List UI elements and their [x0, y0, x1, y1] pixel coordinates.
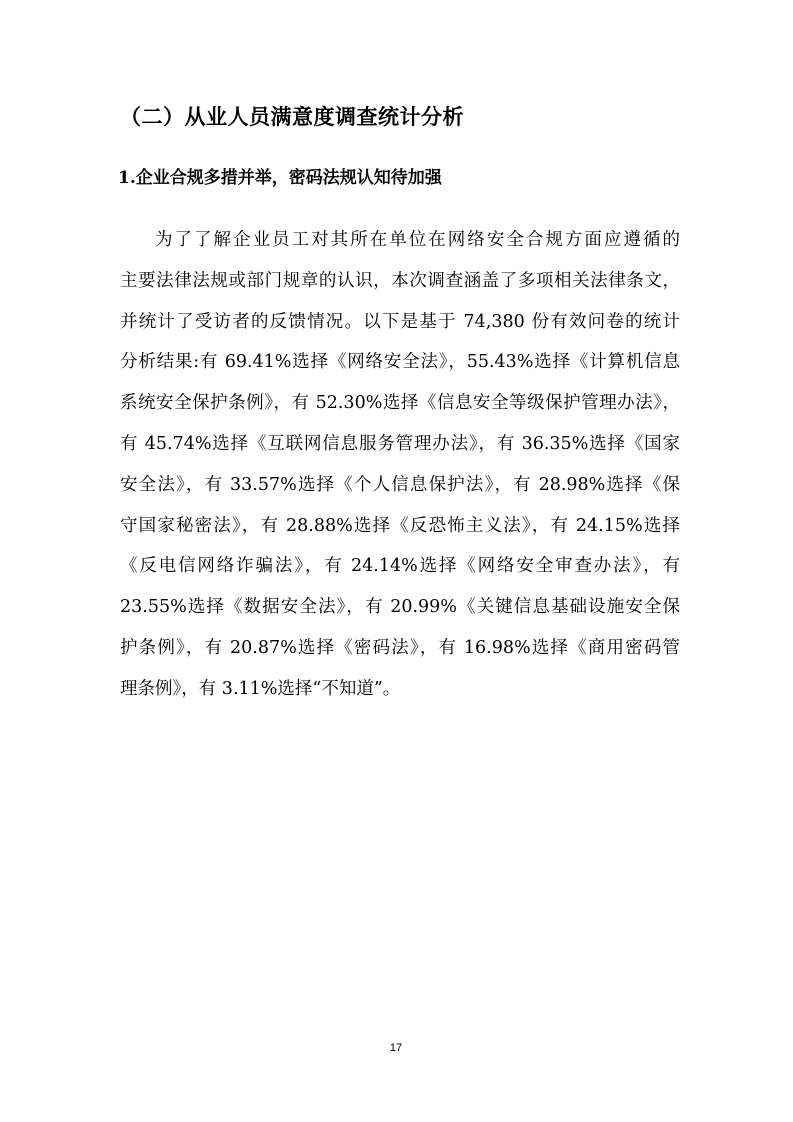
paragraph-line: 安全法》，有 33.57%选择《个人信息保护法》，有 28.98%选择《保	[120, 474, 680, 495]
paragraph-line: 并统计了受访者的反馈情况。以下是基于 74,380 份有效问卷的统计	[120, 311, 680, 332]
paragraph-line: 系统安全保护条例》，有 52.30%选择《信息安全等级保护管理办法》，	[120, 393, 680, 414]
paragraph-line: 为了了解企业员工对其所在单位在网络安全合规方面应遵循的	[155, 230, 680, 250]
paragraph-line: 23.55%选择《数据安全法》，有 20.99%《关键信息基础设施安全保	[120, 597, 680, 618]
paragraph-line: 守国家秘密法》，有 28.88%选择《反恐怖主义法》，有 24.15%选择	[120, 515, 680, 536]
sub-heading: 1.企业合规多措并举，密码法规认知待加强	[118, 168, 442, 188]
paragraph-line: 理条例》，有 3.11%选择“不知道”。	[120, 678, 401, 699]
paragraph-line: 护条例》，有 20.87%选择《密码法》，有 16.98%选择《商用密码管	[120, 637, 680, 658]
paragraph-line: 有 45.74%选择《互联网信息服务管理办法》，有 36.35%选择《国家	[120, 433, 680, 454]
paragraph-line: 主要法律法规或部门规章的认识，本次调查涵盖了多项相关法律条文，	[120, 270, 680, 291]
survey-results-paragraph	[120, 220, 680, 710]
paragraph-line: 分析结果:有 69.41%选择《网络安全法》，55.43%选择《计算机信息	[120, 352, 680, 373]
page-number: 17	[389, 1042, 403, 1054]
section-heading: （二）从业人员满意度调查统计分析	[120, 105, 464, 129]
paragraph-line: 《反电信网络诈骗法》，有 24.14%选择《网络安全审查办法》，有	[120, 556, 680, 577]
